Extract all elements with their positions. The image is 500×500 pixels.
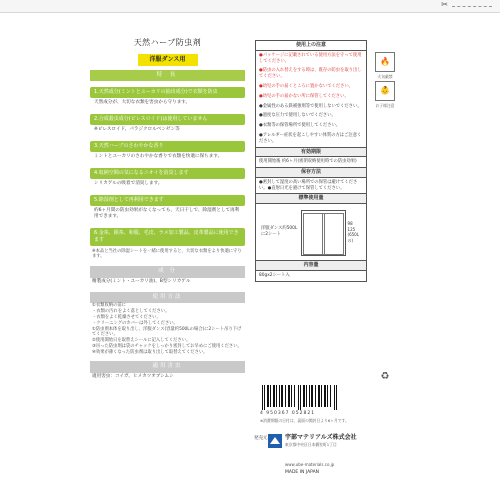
company-logo-icon bbox=[268, 434, 282, 448]
maker-block bbox=[285, 434, 405, 447]
storage-text: ●密封して湿度の高い場所での保管は避けてください。●直射日光を避けて保管してください。 bbox=[259, 179, 358, 191]
caution-header: 使用上の注意 bbox=[256, 41, 366, 51]
standard-text: 洋服ダンス約500Lに2シート bbox=[261, 226, 298, 238]
seller-label: 発売元 bbox=[254, 436, 268, 441]
standard-header: 標準使用量 bbox=[256, 193, 366, 204]
feature-item bbox=[90, 168, 245, 189]
made-in: MADE IN JAPAN bbox=[285, 470, 320, 475]
caution-red-line: ●幼児の手の届かない所に保管してください。 bbox=[259, 93, 349, 99]
product-title: 天然ハーブ防虫剤 bbox=[133, 38, 202, 47]
usage-header: 使用方法 bbox=[90, 292, 245, 303]
fire-icon: 🔥 bbox=[375, 52, 395, 72]
barcode-number: 4 950367 052821 bbox=[260, 411, 316, 416]
feature-item bbox=[90, 87, 245, 108]
recycle-icon: ♻ bbox=[380, 371, 390, 382]
validity-header: 有効期限 bbox=[256, 147, 366, 158]
usage-line: ②使用開始日を取替えシールに記入してください。 bbox=[92, 338, 191, 344]
icon-label: 火気厳禁 bbox=[377, 74, 393, 79]
feature-head: 5.除湿剤として再利用できます bbox=[90, 195, 245, 206]
validity-text: 使用開始後 約6ヶ月(密閉収納使用時での防虫効果) bbox=[259, 159, 357, 165]
target-pests-text: 適用害虫：コイガ、ヒメカツオブシムシ bbox=[92, 373, 174, 379]
features-note: ※本品と当社の除湿シートを一緒に使用すると、大切な衣類をより快適に守ります。 bbox=[92, 248, 242, 260]
caution-red-line: ●パッケージに記載されている使用方法を守って使用してください。 bbox=[259, 52, 362, 64]
caution-red-line: ●防虫の入れ替えをする時は、既存の防虫を取り出してください。 bbox=[259, 68, 362, 80]
right-panel bbox=[255, 40, 367, 282]
left-panel bbox=[90, 30, 245, 381]
top-cut-strip bbox=[0, 0, 500, 13]
feature-body: 天然成分が、大切な衣類を害虫から守ります。 bbox=[94, 100, 191, 106]
feature-body: 約6ヶ月間の防虫効果がなくなっても、天日干しで、除湿剤として再利用できます。 bbox=[94, 207, 240, 219]
target-pests-header: 適用害虫 bbox=[90, 361, 245, 372]
icon-label: お子様注意 bbox=[375, 103, 395, 109]
dimensions bbox=[348, 221, 364, 243]
caution-line: ●衣類等の保管場所で使用してください。 bbox=[259, 123, 341, 129]
recycle-mark bbox=[375, 370, 395, 384]
contents-text: 80gx2シート入 bbox=[259, 272, 290, 278]
caution-red-line: ●幼児の手の届くところに置かないでください。 bbox=[259, 83, 353, 89]
wardrobe-door-right bbox=[322, 213, 344, 255]
maker-url[interactable]: www.ube-materials.co.jp bbox=[285, 462, 335, 467]
feature-head: 1.天然成分(ミントとユーカリの抽出成分)で衣類を防虫 bbox=[90, 87, 245, 98]
dim-width: 98 bbox=[347, 221, 353, 227]
dim-height: 125 bbox=[347, 226, 356, 232]
wardrobe-illustration bbox=[301, 210, 346, 256]
usage-line: ①防虫剤本体を取り出し、洋服ダンス(容量約500Lの場合)に2シート吊り下げてください。 bbox=[92, 326, 242, 338]
dim-note: (650Lの) bbox=[347, 232, 359, 243]
feature-item bbox=[90, 114, 245, 135]
feature-item bbox=[90, 228, 245, 246]
ingredients-header: 成 分 bbox=[90, 266, 245, 277]
barcode bbox=[260, 385, 340, 410]
feature-body: シリカゲルの吸着で消臭します。 bbox=[94, 180, 163, 186]
usage-line: ・クリーニングのカバーは外してください。 bbox=[92, 320, 178, 326]
usage-line: ・衣類の汚れをよく落としてください。 bbox=[92, 309, 170, 315]
standard-body bbox=[256, 204, 366, 260]
ingredients-text: 精製成分(ミント・ユーカリ油)、B型シリカゲル bbox=[92, 278, 191, 284]
feature-body: ※ピレスロイド、パラジクロルベンゼン等 bbox=[94, 127, 180, 132]
feature-head: 2.合成殺虫成分(ピレスロイド)は使用していません bbox=[90, 114, 245, 125]
contents-header: 内容量 bbox=[256, 260, 366, 271]
caution-line: ●金属性のある鉄補強剤等で使用しないでください。 bbox=[259, 103, 362, 109]
feature-item bbox=[90, 195, 245, 222]
usage-line: ③吊った防虫剤は袋のチャックをしっかり密封してお早めにご使用ください。 bbox=[92, 343, 242, 349]
feature-body: ミントとユーカリのさわやかな香りで衣類を快適に保ちます。 bbox=[94, 153, 223, 159]
usage-line: ④効果が薄くなった防虫剤は取り出して取替えてください。 bbox=[92, 349, 208, 355]
caution-line: ●過度な圧力で使用しないでください。 bbox=[259, 113, 336, 119]
feature-head: 3.天然ハーブのさわやかな香り bbox=[90, 141, 245, 152]
footnote: ※消費期限の日付は、裏面の開封日より6ヶ月です。 bbox=[260, 418, 349, 423]
feature-head: 4.収納空間の気になるニオイを消臭します bbox=[90, 168, 245, 179]
product-badge: 洋服ダンス用 bbox=[138, 54, 198, 66]
maker-name: 宇部マテリアルズ株式会社 bbox=[285, 434, 357, 441]
maker-address: 東京都中央区日本橋室町1丁目 bbox=[285, 442, 337, 448]
storage-header: 保存方法 bbox=[256, 167, 366, 178]
caution-line: ●アレルギー症状を起こしやすい体質の方はご注意ください。 bbox=[259, 132, 362, 144]
child-icon: 👶 bbox=[375, 81, 395, 101]
scissors-icon: ✂ bbox=[441, 0, 448, 9]
features-header: 特 長 bbox=[90, 70, 245, 81]
usage-line: ①衣類収納の前に bbox=[92, 303, 126, 309]
usage-line: ・衣類をよく乾燥させてください。 bbox=[92, 314, 161, 320]
feature-item bbox=[90, 141, 245, 162]
cut-line bbox=[452, 6, 492, 7]
feature-head: 6.金糸、銀糸、和服、毛皮、ラメ加工製品、皮革製品に使用できます bbox=[90, 228, 245, 246]
warning-icons bbox=[370, 50, 400, 108]
